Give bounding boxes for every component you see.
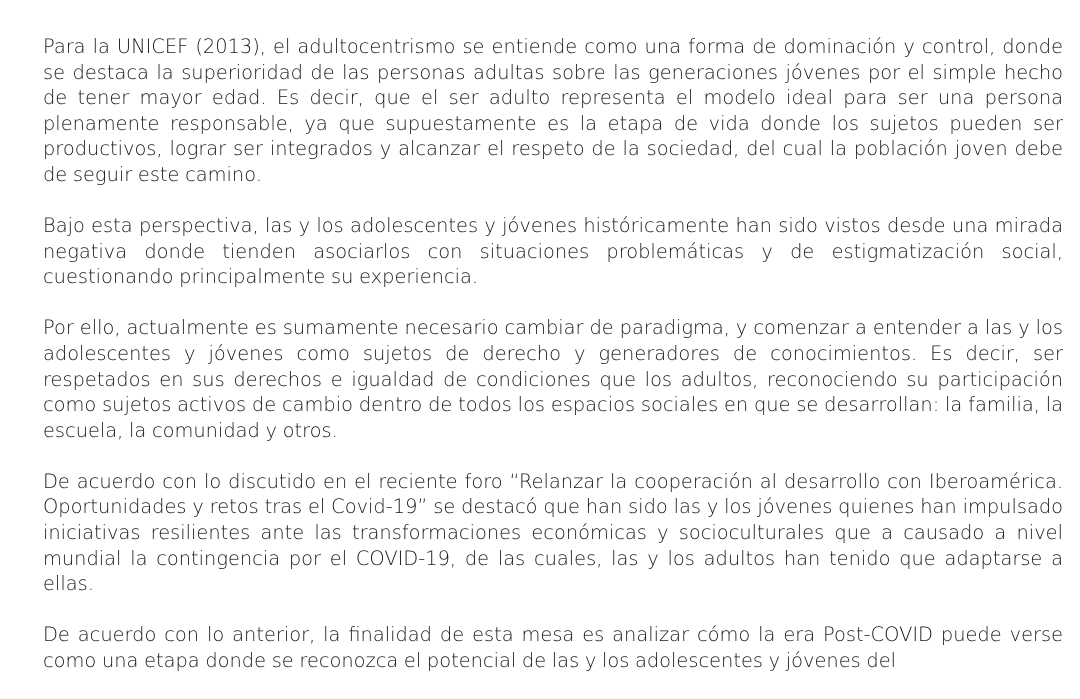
paragraph-adultocentrismo: Para la UNICEF (2013), el adultocentrismo se entiende como una forma de dominación y control, donde se destaca la superioridad de las personas adultas sobre las generaciones jóvenes por el simple hecho de tener mayor edad. Es decir, que el ser adulto representa el modelo ideal para ser una persona plenamente responsable, ya que supuestamente es la etapa de vida donde los sujetos pueden ser productivos, lograr ser integrados y alcanzar el respeto de la sociedad, del cual la población joven debe de seguir este camino. [43, 35, 1063, 186]
paragraph-foro-covid: De acuerdo con lo discutido en el reciente foro “Relanzar la cooperación al desarrollo con Iberoamérica. Oportunidades y retos tras el Covid-19” se destacó que han sido las y los jóvenes quienes han impulsado iniciativas resilientes ante las transformaciones económicas y socioculturales que a causado a nivel mundial la contingencia por el COVID-19, de las cuales, las y los adultos han tenido que adaptarse a ellas. [43, 469, 1063, 596]
paragraph-perspectiva: Bajo esta perspectiva, las y los adolescentes y jóvenes históricamente han sido vistos desde una mirada negativa donde tienden asociarlos con situaciones problemáticas y de estigmatización social, cuestionando principalmente su experiencia. [43, 214, 1063, 289]
paragraph-cambio-paradigma: Por ello, actualmente es sumamente necesario cambiar de paradigma, y comenzar a entender a las y los adolescentes y jóvenes como sujetos de derecho y generadores de conocimientos. Es decir, ser respetados en sus derechos e igualdad de condiciones que los adultos, reconociendo su participación como sujetos activos de cambio dentro de todos los espacios sociales en que se desarrollan: la familia, la escuela, la comunidad y otros. [43, 316, 1063, 442]
paragraph-finalidad-mesa: De acuerdo con lo anterior, la finalidad de esta mesa es analizar cómo la era Post-COVID puede verse como una etapa donde se reconozca el potencial de las y los adolescentes y jóvenes del [43, 623, 1063, 672]
document-body [43, 34, 1063, 699]
